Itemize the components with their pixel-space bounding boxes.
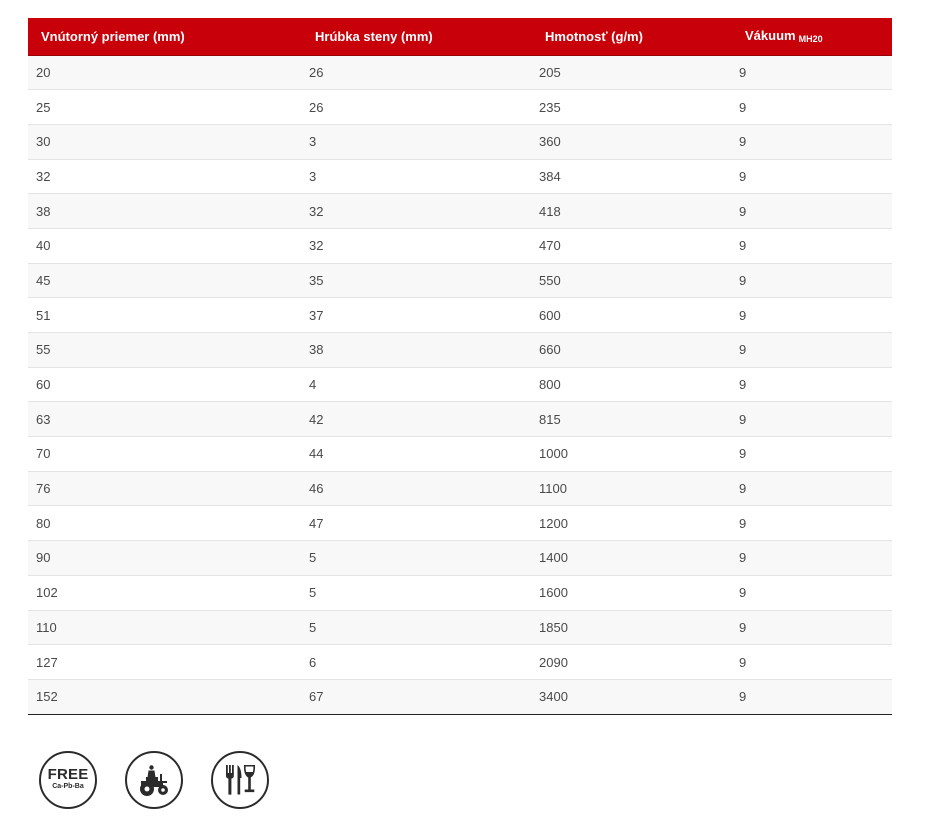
cell-vacuum: 9: [738, 575, 892, 610]
cell-inner-diameter: 40: [28, 228, 308, 263]
cell-inner-diameter: 51: [28, 298, 308, 333]
free-ca-pb-ba-icon: [39, 751, 97, 809]
cell-weight: 600: [538, 298, 738, 333]
cell-vacuum: 9: [738, 159, 892, 194]
table-row: [28, 124, 892, 159]
cell-weight: 384: [538, 159, 738, 194]
cell-wall-thickness: 26: [308, 55, 538, 90]
cell-weight: 1600: [538, 575, 738, 610]
tractor-icon: [125, 751, 183, 809]
cell-wall-thickness: 5: [308, 610, 538, 645]
cell-wall-thickness: 26: [308, 90, 538, 125]
cell-weight: 1200: [538, 506, 738, 541]
cell-wall-thickness: 35: [308, 263, 538, 298]
header-weight: Hmotnosť (g/m): [538, 18, 738, 55]
spec-table-container: [28, 18, 892, 715]
cell-weight: 1100: [538, 471, 738, 506]
cell-weight: 418: [538, 194, 738, 229]
cell-vacuum: 9: [738, 194, 892, 229]
cell-vacuum: 9: [738, 333, 892, 368]
cell-weight: 205: [538, 55, 738, 90]
cell-wall-thickness: 32: [308, 194, 538, 229]
cell-vacuum: 9: [738, 645, 892, 680]
cell-inner-diameter: 25: [28, 90, 308, 125]
cell-wall-thickness: 37: [308, 298, 538, 333]
cell-weight: 360: [538, 124, 738, 159]
cell-vacuum: 9: [738, 55, 892, 90]
cell-wall-thickness: 46: [308, 471, 538, 506]
table-row: [28, 333, 892, 368]
cell-inner-diameter: 152: [28, 679, 308, 714]
cell-weight: 235: [538, 90, 738, 125]
table-row: [28, 402, 892, 437]
header-vacuum-unit: MH20: [798, 34, 823, 45]
cell-vacuum: 9: [738, 124, 892, 159]
cell-wall-thickness: 3: [308, 159, 538, 194]
spec-table: [28, 18, 892, 715]
cell-vacuum: 9: [738, 471, 892, 506]
cell-wall-thickness: 38: [308, 333, 538, 368]
table-row: [28, 610, 892, 645]
table-row: [28, 159, 892, 194]
cell-weight: 815: [538, 402, 738, 437]
cell-weight: 1400: [538, 541, 738, 576]
cell-vacuum: 9: [738, 298, 892, 333]
cell-vacuum: 9: [738, 367, 892, 402]
cell-vacuum: 9: [738, 263, 892, 298]
cell-weight: 1850: [538, 610, 738, 645]
cell-wall-thickness: 67: [308, 679, 538, 714]
cell-weight: 660: [538, 333, 738, 368]
table-row: [28, 228, 892, 263]
cell-inner-diameter: 110: [28, 610, 308, 645]
table-row: [28, 437, 892, 472]
header-wall-thickness: Hrúbka steny (mm): [308, 18, 538, 55]
cell-wall-thickness: 5: [308, 575, 538, 610]
cell-weight: 1000: [538, 437, 738, 472]
table-row: [28, 90, 892, 125]
cell-inner-diameter: 76: [28, 471, 308, 506]
table-row: [28, 679, 892, 714]
cell-inner-diameter: 30: [28, 124, 308, 159]
table-row: [28, 194, 892, 229]
table-row: [28, 541, 892, 576]
cell-inner-diameter: 45: [28, 263, 308, 298]
cell-wall-thickness: 4: [308, 367, 538, 402]
cell-inner-diameter: 32: [28, 159, 308, 194]
cell-weight: 470: [538, 228, 738, 263]
table-row: [28, 263, 892, 298]
cell-vacuum: 9: [738, 437, 892, 472]
cell-vacuum: 9: [738, 541, 892, 576]
free-badge-title: FREE: [47, 766, 89, 783]
table-row: [28, 55, 892, 90]
fork-knife-glass-icon: [211, 751, 269, 809]
cell-inner-diameter: 38: [28, 194, 308, 229]
header-vacuum: Vákuum $_{MH20}$: [738, 18, 892, 55]
cell-weight: 2090: [538, 645, 738, 680]
cell-wall-thickness: 44: [308, 437, 538, 472]
cell-wall-thickness: 32: [308, 228, 538, 263]
table-row: [28, 471, 892, 506]
table-row: [28, 645, 892, 680]
cell-inner-diameter: 55: [28, 333, 308, 368]
cell-inner-diameter: 60: [28, 367, 308, 402]
header-inner-diameter: Vnútorný priemer (mm): [28, 18, 308, 55]
cell-weight: 550: [538, 263, 738, 298]
cell-vacuum: 9: [738, 228, 892, 263]
cell-vacuum: 9: [738, 402, 892, 437]
table-row: [28, 367, 892, 402]
table-body: [28, 55, 892, 714]
cell-wall-thickness: 42: [308, 402, 538, 437]
free-badge-subtitle: Ca-Pb-Ba: [52, 783, 84, 790]
cell-vacuum: 9: [738, 506, 892, 541]
cell-vacuum: 9: [738, 610, 892, 645]
cell-inner-diameter: 63: [28, 402, 308, 437]
cell-wall-thickness: 5: [308, 541, 538, 576]
cell-vacuum: 9: [738, 90, 892, 125]
cell-wall-thickness: 47: [308, 506, 538, 541]
cell-weight: 800: [538, 367, 738, 402]
table-row: [28, 298, 892, 333]
cell-inner-diameter: 127: [28, 645, 308, 680]
cell-inner-diameter: 70: [28, 437, 308, 472]
cell-inner-diameter: 80: [28, 506, 308, 541]
cell-wall-thickness: 6: [308, 645, 538, 680]
table-row: [28, 575, 892, 610]
cell-wall-thickness: 3: [308, 124, 538, 159]
cell-inner-diameter: 102: [28, 575, 308, 610]
cell-weight: 3400: [538, 679, 738, 714]
table-row: [28, 506, 892, 541]
table-header-row: [28, 18, 892, 55]
cell-vacuum: 9: [738, 679, 892, 714]
cell-inner-diameter: 90: [28, 541, 308, 576]
cell-inner-diameter: 20: [28, 55, 308, 90]
